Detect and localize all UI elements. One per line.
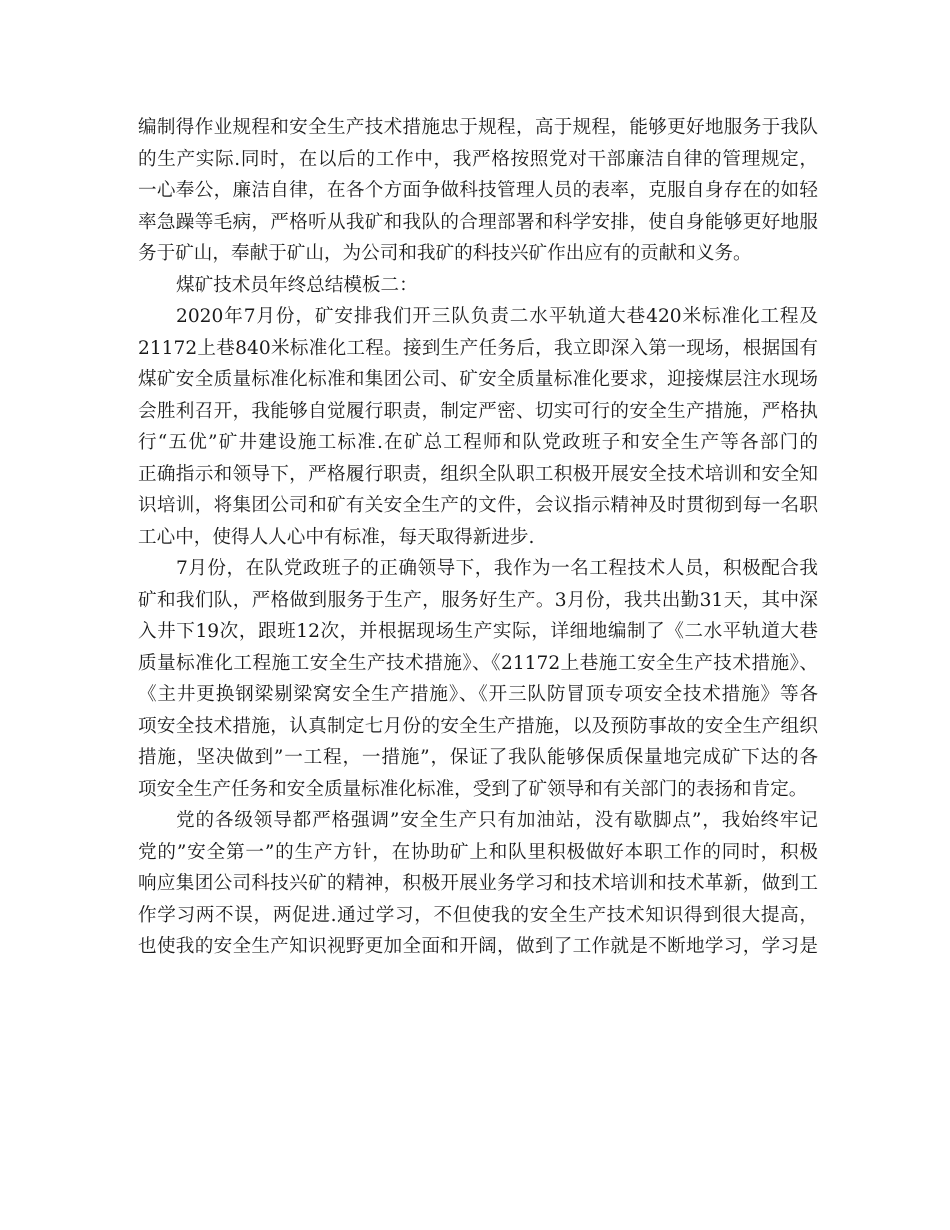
text-line: 《主井更换钢梁剔梁窝安全生产措施》、《开三队防冒顶专项安全技术措施》等各 bbox=[138, 684, 818, 705]
body-text bbox=[138, 112, 818, 963]
text-line: 工心中，使得人人心中有标准，每天取得新进步. bbox=[138, 526, 535, 548]
text-line: 行“五优”矿井建设施工标准.在矿总工程师和队党政班子和安全生产等各部门的 bbox=[138, 432, 818, 453]
text-line: 入井下19次，跟班12次，并根据现场生产实际，详细地编制了《二水平轨道大巷 bbox=[138, 621, 818, 642]
text-line: 矿和我们队，严格做到服务于生产，服务好生产。3月份，我共出勤31天，其中深 bbox=[138, 589, 818, 611]
section-heading: 煤矿技术员年终总结模板二： bbox=[176, 274, 418, 296]
text-line: 识培训，将集团公司和矿有关安全生产的文件，会议指示精神及时贯彻到每一名职 bbox=[138, 495, 818, 516]
text-line: 编制得作业规程和安全生产技术措施忠于规程，高于规程，能够更好地服务于我队 bbox=[138, 117, 818, 138]
text-line: 项安全技术措施，认真制定七月份的安全生产措施，以及预防事故的安全生产组织 bbox=[138, 715, 818, 737]
text-line: 率急躁等毛病，严格听从我矿和我队的合理部署和科学安排，使自身能够更好地服 bbox=[138, 211, 818, 233]
text-line: 项安全生产任务和安全质量标准化标准，受到了矿领导和有关部门的表扬和肯定。 bbox=[138, 778, 808, 800]
text-line: 煤矿安全质量标准化标准和集团公司、矿安全质量标准化要求，迎接煤层注水现场 bbox=[138, 369, 818, 390]
text-line: 质量标准化工程施工安全生产技术措施》、《21172上巷施工安全生产技术措施》、 bbox=[138, 652, 818, 674]
text-line: 党的”安全第一”的生产方针，在协助矿上和队里积极做好本职工作的同时，积极 bbox=[138, 841, 818, 863]
text-line: 措施，坚决做到”一工程，一措施”，保证了我队能够保质保量地完成矿下达的各 bbox=[138, 747, 818, 768]
text-line: 的生产实际.同时，在以后的工作中，我严格按照党对干部廉洁自律的管理规定， bbox=[138, 148, 818, 170]
text-line: 正确指示和领导下，严格履行职责，组织全队职工积极开展安全技术培训和安全知 bbox=[138, 463, 818, 485]
text-line: 作学习两不误，两促进.通过学习，不但使我的安全生产技术知识得到很大提高， bbox=[138, 904, 818, 926]
text-line: 响应集团公司科技兴矿的精神，积极开展业务学习和技术培训和技术革新，做到工 bbox=[138, 873, 818, 894]
text-line: 也使我的安全生产知识视野更加全面和开阔，做到了工作就是不断地学习，学习是 bbox=[138, 936, 818, 957]
text-line: 2020年7月份，矿安排我们开三队负责二水平轨道大巷420米标准化工程及 bbox=[176, 306, 818, 327]
text-line: 7月份，在队党政班子的正确领导下，我作为一名工程技术人员，积极配合我 bbox=[176, 558, 818, 579]
text-line: 21172上巷840米标准化工程。接到生产任务后，我立即深入第一现场，根据国有 bbox=[138, 337, 818, 359]
text-line: 一心奉公，廉洁自律，在各个方面争做科技管理人员的表率，克服自身存在的如轻 bbox=[138, 180, 818, 201]
text-line: 会胜利召开，我能够自觉履行职责，制定严密、切实可行的安全生产措施，严格执 bbox=[138, 400, 818, 422]
text-line: 务于矿山，奉献于矿山，为公司和我矿的科技兴矿作出应有的贡献和义务。 bbox=[138, 243, 752, 264]
text-line: 党的各级领导都严格强调”安全生产只有加油站，没有歇脚点”，我始终牢记 bbox=[176, 810, 818, 831]
